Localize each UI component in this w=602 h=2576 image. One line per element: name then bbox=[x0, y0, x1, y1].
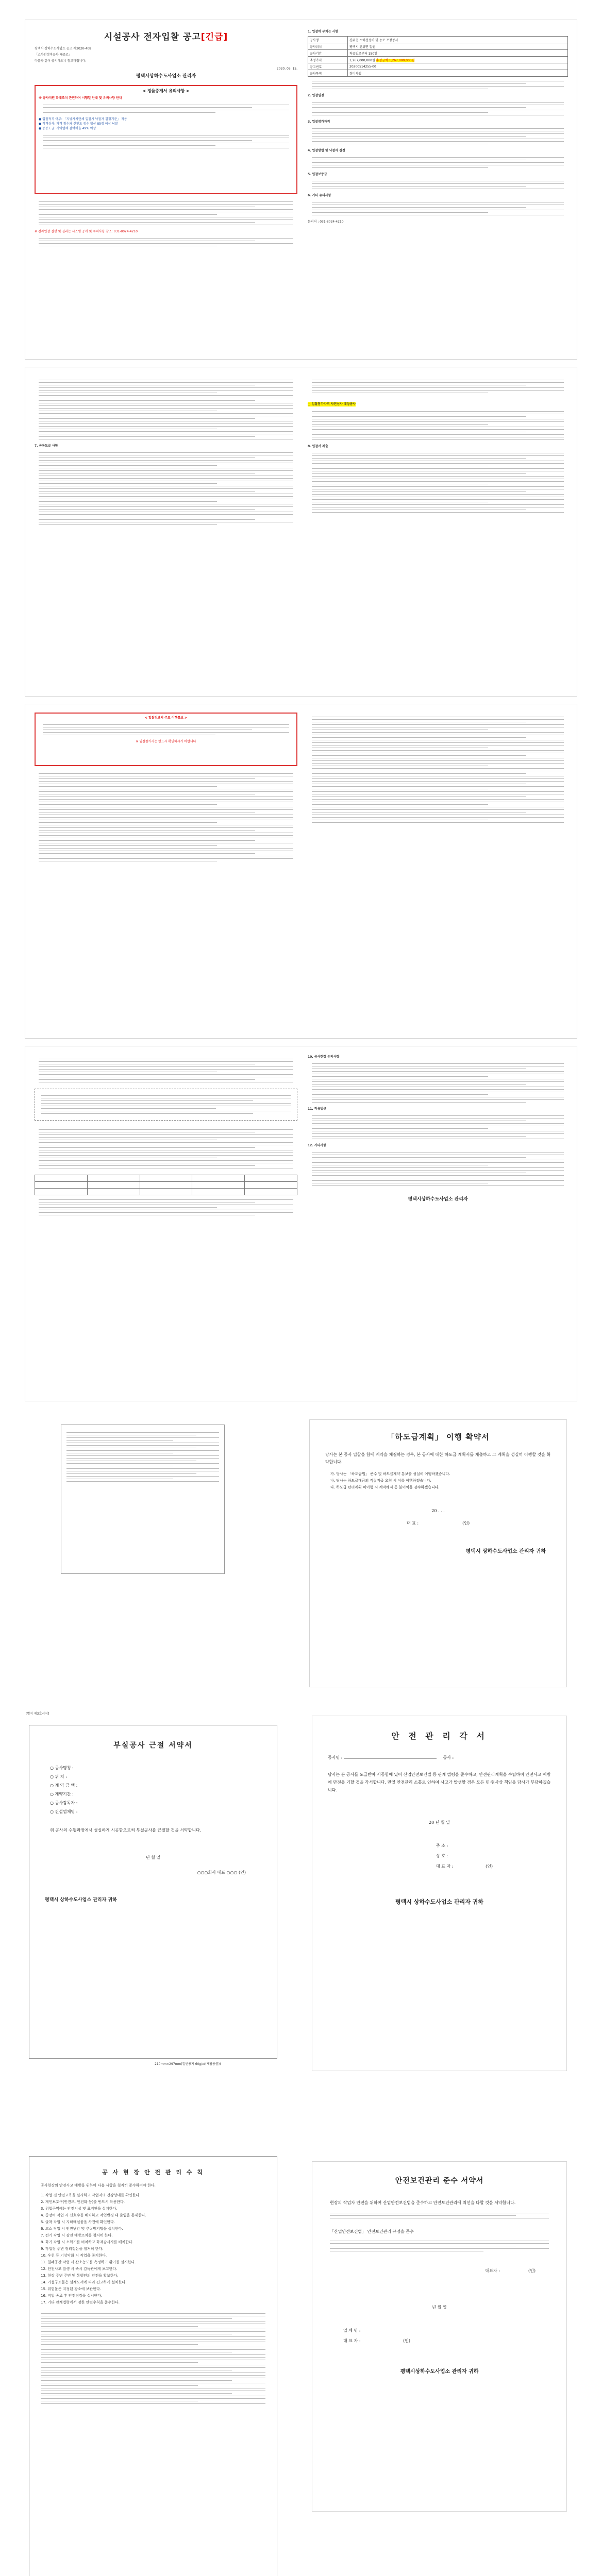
corruption-addressee: 평택시 상하수도사업소 관리자 귀하 bbox=[45, 1897, 117, 1903]
safety-contract-label: 공사 : bbox=[443, 1755, 454, 1760]
safety-pledge-page bbox=[312, 1716, 567, 2071]
section-heading: 5. 입찰보증금 bbox=[308, 173, 327, 176]
announce-line: 「소하천정비공사 재공고」 bbox=[35, 53, 72, 57]
compliance-field: 대 표 자 : (인) bbox=[343, 2338, 411, 2343]
table-row bbox=[35, 1189, 297, 1195]
corruption-title: 부실공사 근절 서약서 bbox=[113, 1741, 193, 1750]
table-row: 공사위치 평택시 진위면 일원 bbox=[308, 43, 568, 50]
section-heading: 8. 입찰서 제출 bbox=[308, 445, 328, 448]
table-row: 추정가격 1,267,000,000원 추정금액 1,267,000,000원 bbox=[308, 57, 568, 63]
corruption-pledge-form bbox=[29, 1725, 277, 2059]
table-row: 공사기간 착공일로부터 150일 bbox=[308, 50, 568, 57]
corruption-body: 위 공사의 수행과정에서 성실하게 시공함으로써 부실공사를 근절할 것을 서약합니다. bbox=[50, 1828, 202, 1833]
notice-page-4 bbox=[25, 1046, 577, 1401]
safety-field: 대 표 자 : (인) bbox=[436, 1864, 493, 1869]
table-row: 공사목적 정비사업 bbox=[308, 70, 568, 77]
pledge-item: 나. 당사는 하도급대금의 직접지급 요청 시 이를 이행하겠습니다. bbox=[330, 1479, 431, 1483]
compliance-title: 안전보건관리 준수 서약서 bbox=[395, 2177, 484, 2185]
notice-title-text: 시설공사 전자입찰 공고 bbox=[104, 32, 201, 42]
corruption-field: ○ 공사감독자 : bbox=[50, 1801, 78, 1805]
compliance-addressee: 평택시상하수도사업소 관리자 귀하 bbox=[400, 2369, 479, 2375]
section-heading: 7. 공동도급 사항 bbox=[35, 444, 58, 448]
notice-issuer-repeat: 평택시상하수도사업소 관리자 bbox=[408, 1197, 468, 1202]
section-heading: 12. 기타사항 bbox=[308, 1144, 326, 1147]
announce-line: 다음과 같이 공지하오니 참고바랍니다. bbox=[35, 59, 87, 63]
blue-note: ● 적격심사: 가격 점수와 신인도 점수 합산 85점 이상 낙찰 bbox=[39, 122, 118, 126]
compliance-field: 업 체 명 : bbox=[343, 2328, 361, 2333]
page3-left-column bbox=[35, 713, 297, 866]
pledge-signer-label: 대 표 : bbox=[406, 1521, 419, 1526]
page4-left-column bbox=[35, 1055, 297, 1219]
notice-date: 2020. 05. 15. bbox=[276, 67, 297, 71]
site-rules-page bbox=[29, 2156, 277, 2576]
table-row bbox=[35, 1175, 297, 1182]
table-row bbox=[35, 1182, 297, 1189]
pledge-item: 가. 당사는 「하도급법」 준수 및 하도급계약 통보를 성실히 이행하겠습니다. bbox=[330, 1472, 450, 1476]
site-rule-item: 3. 위험구역에는 안전시설 및 표지판을 설치한다. bbox=[41, 2207, 118, 2211]
site-rule-item: 13. 현장 주변 주민 및 통행인의 안전을 확보한다. bbox=[41, 2274, 119, 2278]
notice-caution-box bbox=[35, 85, 297, 194]
compliance-signer-label: 대표자 : bbox=[485, 2268, 500, 2273]
notice-page-1 bbox=[25, 20, 577, 360]
corruption-field: ○ 건설업체명 : bbox=[50, 1809, 78, 1814]
form-label: [별지 제3호서식] bbox=[26, 1712, 49, 1716]
amount-highlight: 추정금액 1,267,000,000원 bbox=[376, 58, 415, 62]
site-rule-item: 1. 작업 전 안전교육을 실시하고 작업자의 건강상태를 확인한다. bbox=[41, 2193, 141, 2197]
compliance-seal-1: (인) bbox=[528, 2268, 536, 2273]
pledge-title: 「하도급계획」 이행 확약서 bbox=[387, 1432, 490, 1442]
notice-left-column bbox=[35, 29, 297, 250]
bid-info-table bbox=[308, 36, 568, 77]
page3-right-column bbox=[308, 713, 568, 827]
contact-phone: 031-8024-4210 bbox=[320, 220, 344, 224]
section-heading: 10. 공사현장 유의사항 bbox=[308, 1055, 340, 1059]
schedule-table bbox=[35, 1175, 297, 1195]
section-heading: 1. 입찰에 부치는 사항 bbox=[308, 30, 339, 33]
section-heading: 11. 적용법규 bbox=[308, 1107, 326, 1111]
section-heading: 2. 입찰일정 bbox=[308, 94, 324, 97]
footnote-red: ※ 전자입찰 집행 및 결과는 시스템 공개 및 주의사항 참조: 031-8024-4210 bbox=[35, 230, 138, 233]
table-row: 공사명 진위천 소하천정비 및 농로 포장공사 bbox=[308, 37, 568, 43]
site-rule-item: 4. 중장비 작업 시 신호수를 배치하고 작업반경 내 출입을 통제한다. bbox=[41, 2213, 146, 2217]
safety-addressee: 평택시 상하수도사업소 관리자 귀하 bbox=[395, 1899, 483, 1905]
safety-field: 상 호 : bbox=[436, 1854, 448, 1858]
red-box-note: ※ 입찰참가자는 반드시 확인하시기 바랍니다 bbox=[136, 740, 196, 743]
site-rule-item: 5. 굴착 작업 시 지하매설물을 사전에 확인한다. bbox=[41, 2220, 115, 2224]
site-rule-item: 8. 화기 작업 시 소화기를 비치하고 화재감시자를 배치한다. bbox=[41, 2240, 134, 2244]
site-rule-item: 7. 전기 작업 시 감전 예방조치를 철저히 한다. bbox=[41, 2233, 113, 2238]
notice-page-3 bbox=[25, 704, 577, 1039]
pledge-page bbox=[309, 1419, 567, 1687]
site-rule-item: 9. 작업장 주변 정리정돈을 철저히 한다. bbox=[41, 2247, 104, 2251]
page2-left-column bbox=[35, 376, 297, 529]
blue-note: ● 입찰적격 여부: 「지방자치단체 입찰시 낙찰자 결정기준」 적용 bbox=[39, 117, 127, 121]
compliance-pledge-page bbox=[312, 2161, 567, 2512]
site-rules-title: 공 사 현 장 안 전 관 리 수 칙 bbox=[102, 2169, 204, 2176]
notice-issuer: 평택시상하수도사업소 관리자 bbox=[136, 74, 196, 79]
form-footer: 210mm×297mm(일반용지 60g/㎡(재활용품)) bbox=[155, 2062, 221, 2066]
pledge-body: 당사는 본 공사 입찰을 함에 계약을 체결하는 경우, 본 공사에 대한 하도급 계획서를 제출하고 그 계획을 성실히 이행할 것을 확약합니다. bbox=[325, 1452, 551, 1464]
blue-note: ● 공동도급: 지역업체 참여비율 49% 이상 bbox=[39, 127, 96, 130]
safety-title: 안 전 관 리 각 서 bbox=[391, 1731, 488, 1741]
caution-box-title: < 정율중계서 유의사항 > bbox=[142, 89, 190, 93]
corruption-field: ○ 공사명칭 : bbox=[50, 1766, 74, 1770]
contact-label: 문의처 bbox=[308, 220, 317, 224]
notice-title bbox=[35, 29, 297, 42]
section-heading: 3. 입찰참가자격 bbox=[308, 120, 330, 124]
site-rule-item: 12. 안전사고 발생 시 즉시 감독관에게 보고한다. bbox=[41, 2267, 118, 2271]
announce-line: 평택시 상하수도사업소 공고 제2020-408 bbox=[35, 47, 91, 50]
yellow-highlight: □ 입찰참가자격 사전심사 대상공사 bbox=[308, 402, 356, 406]
site-rule-item: 10. 우천 등 기상악화 시 작업을 중지한다. bbox=[41, 2253, 107, 2258]
compliance-body: 현장의 작업자 안전을 위하여 산업안전보건법을 준수하고 안전보건관리에 최선을 다할 것을 서약합니다. bbox=[330, 2200, 516, 2205]
bordered-note-box bbox=[35, 1089, 297, 1121]
site-rule-item: 15. 위험물은 지정된 장소에 보관한다. bbox=[41, 2287, 101, 2291]
site-rules-intro: 공사현장의 안전사고 예방을 위하여 다음 사항을 철저히 준수하여야 한다. bbox=[41, 2183, 156, 2188]
small-boxed-note bbox=[61, 1425, 225, 1574]
corruption-field: ○ 계약기간 : bbox=[50, 1792, 74, 1797]
pledge-item: 다. 하도급 관리계획 미이행 시 계약해지 등 불이익을 감수하겠습니다. bbox=[330, 1485, 440, 1489]
page2-right-column bbox=[308, 376, 568, 517]
red-box-title: < 입찰정보의 주요 이행통보 > bbox=[144, 716, 188, 720]
compliance-subtitle: 「산업안전보건법」 안전보건관리 규정을 준수 bbox=[330, 2229, 414, 2234]
safety-body: 당사는 본 공사를 도급받아 시공함에 있어 산업안전보건법 등 관계 법령을 준수하고, 안전관리계획을 수립하여 안전사고 예방에 만전을 기할 것을 각서합니다. 만일 안전관리 소홀로 인하여 사고가 발생할 경우 모든 민·형사상 책임을 당사가 부담하겠습니다. bbox=[328, 1772, 551, 1792]
site-rule-item: 11. 밀폐공간 작업 시 산소농도를 측정하고 환기를 실시한다. bbox=[41, 2260, 136, 2264]
site-rule-item: 2. 개인보호구(안전모, 안전화 등)를 반드시 착용한다. bbox=[41, 2200, 125, 2204]
corruption-signer: ○○○회사 대표 ○○○ bbox=[197, 1870, 238, 1875]
notice-page-2 bbox=[25, 367, 577, 697]
site-rule-item: 17. 기타 관계법령에서 정한 안전수칙을 준수한다. bbox=[41, 2300, 120, 2304]
pledge-addressee: 평택시 상하수도사업소 관리자 귀하 bbox=[465, 1549, 546, 1554]
table-row: 공고번호 20200514255-00 bbox=[308, 63, 568, 70]
compliance-date: 년 월 일 bbox=[432, 2305, 447, 2310]
safety-date: 20 년 월 일 bbox=[429, 1820, 450, 1825]
caution-red-notice: ※ 공사지원 확대조치 관련하여 시행일 안내 및 유의사항 안내 bbox=[39, 96, 122, 100]
corruption-field: ○ 계 약 금 액 : bbox=[50, 1783, 78, 1788]
safety-project-label: 공사명 : bbox=[328, 1755, 343, 1760]
section-heading: 4. 입찰방법 및 낙찰자 결정 bbox=[308, 149, 345, 152]
corruption-date: 년 월 일 bbox=[145, 1855, 161, 1860]
safety-field: 주 소 : bbox=[436, 1843, 448, 1848]
site-rule-item: 16. 작업 종료 후 안전점검을 실시한다. bbox=[41, 2294, 103, 2298]
pledge-date: 20 . . . bbox=[431, 1509, 445, 1513]
corruption-seal: (인) bbox=[239, 1870, 246, 1875]
page4-right-column bbox=[308, 1055, 568, 1202]
red-info-box bbox=[35, 713, 297, 766]
notice-right-column: 1. 입찰에 부치는 사항 공사명 진위천 소하천정비 및 농로 포장공사 공사위치 평택시 진위면 일원 공사기간 착공일로부터 150일 추정가격 1,267,000,000원 추정금액 1,267,000,000원 공고번호 20200514255-00 공사목적 정비사업 2. 입찰일정 3. 입찰참가자격 4. 입찰방법 및 낙찰자 결정 5. 입찰보증금 6. 기타 유의사항 문의처 : 031-8024-4210 bbox=[308, 29, 568, 224]
site-rule-item: 6. 고소 작업 시 안전난간 및 추락방지망을 설치한다. bbox=[41, 2227, 123, 2231]
site-rule-item: 14. 가설구조물은 설계도서에 따라 견고하게 설치한다. bbox=[41, 2280, 127, 2284]
corruption-field: ○ 위 치 : bbox=[50, 1774, 67, 1779]
pledge-seal: (인) bbox=[462, 1521, 470, 1526]
section-heading: 6. 기타 유의사항 bbox=[308, 194, 331, 197]
urgent-tag: [긴급] bbox=[200, 32, 228, 42]
